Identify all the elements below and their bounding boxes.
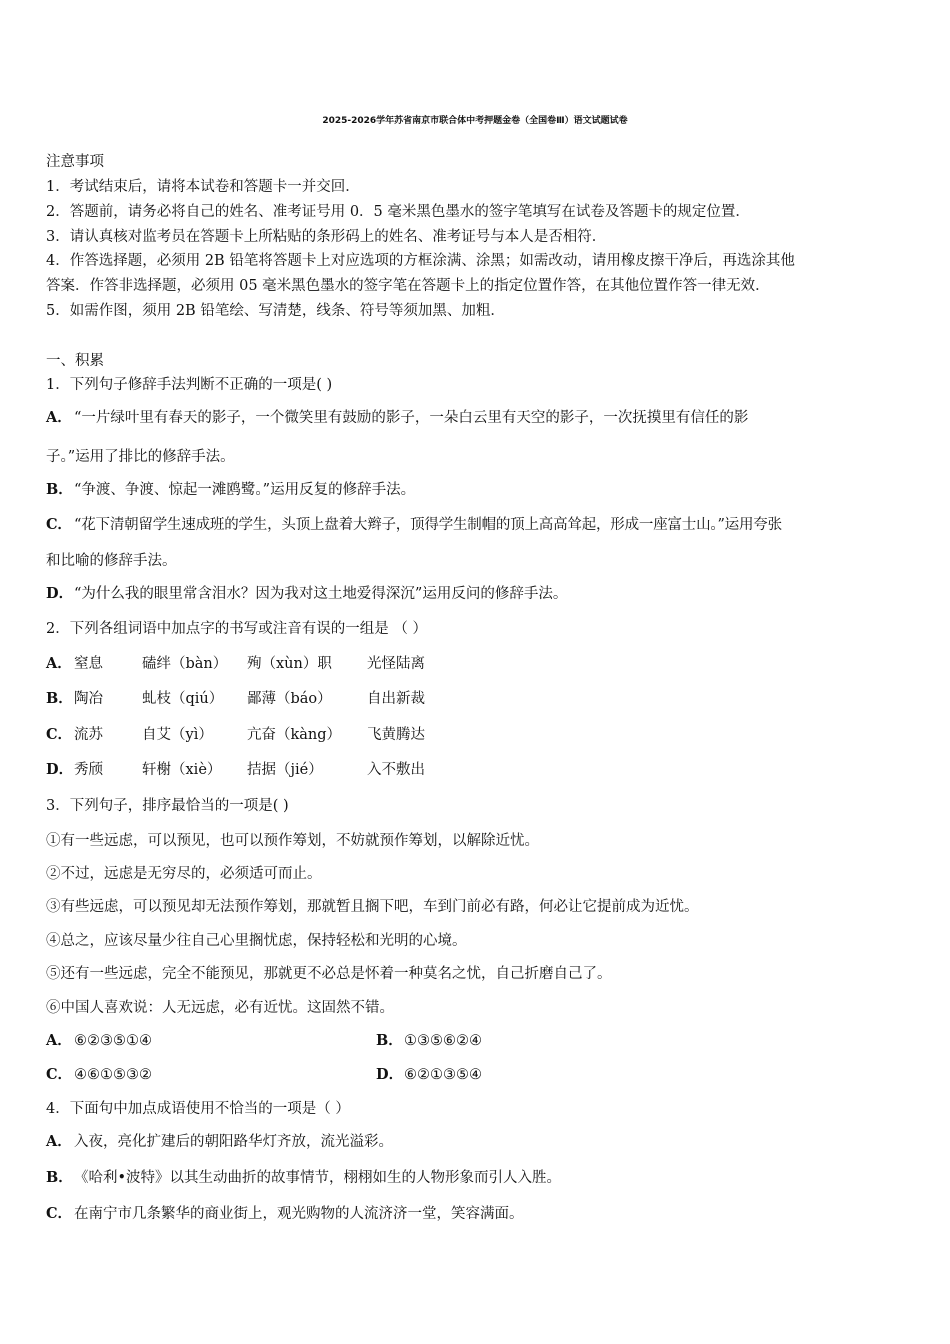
q2-option-b: [46, 689, 425, 709]
q3-a-label: A．: [46, 1032, 72, 1049]
notice-item-2: 2．答题前，请务必将自己的姓名、准考证号用 0．5 毫米黑色墨水的签字笔填写在试卷及答题卡的规定位置．: [46, 204, 750, 220]
q1-option-d: [46, 584, 567, 604]
page-title: 2025-2026学年苏省南京市联合体中考押题金卷（全国卷Ⅲ）语文试题试卷: [322, 116, 628, 126]
q2-c-word3: 亢奋（kàng）: [247, 727, 342, 743]
q1-a-text: “一片绿叶里有春天的影子，一个微笑里有鼓励的影子，一朵白云里有天空的影子，一次抚摸里有信任的影: [74, 410, 749, 426]
q2-a-word1: 窒息: [74, 656, 103, 672]
q3-c-label: C．: [46, 1066, 73, 1083]
q3-b-label: B．: [376, 1032, 403, 1049]
q4-c-label: C．: [46, 1205, 73, 1222]
q2-option-c: [46, 725, 425, 745]
q3-sentence-5: ⑤还有一些远虑，完全不能预见，那就更不必总是怀着一种莫名之忧，自己折磨自己了。: [46, 966, 612, 982]
q1-d-text: “为什么我的眼里常含泪水？因为我对这土地爱得深沉”运用反问的修辞手法。: [74, 586, 568, 602]
q2-option-a: [46, 654, 425, 674]
q3-d-label: D．: [376, 1066, 404, 1083]
q1-a-text-cont: 子。”运用了排比的修辞手法。: [46, 449, 235, 465]
q3-sentence-4: ④总之，应该尽量少往自己心里搁忧虑，保持轻松和光明的心境。: [46, 933, 467, 949]
q3-sentence-2: ②不过，远虑是无穷尽的，必须适可而止。: [46, 866, 322, 882]
q4-a-label: A．: [46, 1133, 72, 1150]
q4-b-text: 《哈利•波特》以其生动曲折的故事情节，栩栩如生的人物形象而引人入胜。: [74, 1170, 562, 1186]
notice-item-3: 3．请认真核对监考员在答题卡上所粘贴的条形码上的姓名、准考证号与本人是否相符．: [46, 229, 607, 245]
q2-d-word3: 拮据（jié）: [247, 762, 323, 778]
q1-option-a: [46, 408, 748, 428]
q3-options-row-1: [46, 1031, 482, 1051]
q2-c-label: C．: [46, 726, 73, 743]
q4-b-label: B．: [46, 1169, 73, 1186]
q2-a-label: A．: [46, 655, 72, 672]
notice-heading: 注意事项: [46, 154, 104, 170]
q2-d-word1: 秀颀: [74, 762, 103, 778]
q3-stem: 3．下列句子，排序最恰当的一项是( ): [46, 798, 289, 814]
q1-a-label: A．: [46, 409, 72, 426]
q3-option-b: [376, 1031, 482, 1051]
q2-b-word3: 鄙薄（báo）: [247, 691, 332, 707]
q3-sentence-1: ①有一些远虑，可以预见，也可以预作筹划，不妨就预作筹划，以解除近忧。: [46, 833, 539, 849]
q4-stem: 4．下面句中加点成语使用不恰当的一项是（ ）: [46, 1101, 350, 1117]
q1-b-text: “争渡、争渡、惊起一滩鸥鹭。”运用反复的修辞手法。: [74, 482, 416, 498]
q4-a-text: 入夜，亮化扩建后的朝阳路华灯齐放，流光溢彩。: [74, 1134, 393, 1150]
q3-sentence-6: ⑥中国人喜欢说：人无远虑，必有近忧。这固然不错。: [46, 1000, 394, 1016]
q1-b-label: B．: [46, 481, 73, 498]
q2-b-word2: 虬枝（qiú）: [142, 691, 224, 707]
q1-option-c: [46, 515, 782, 535]
q2-a-word4: 光怪陆离: [367, 656, 425, 672]
q2-option-d: [46, 760, 425, 780]
q3-options-row-2: [46, 1065, 482, 1085]
q2-c-word1: 流苏: [74, 727, 103, 743]
q4-c-text: 在南宁市几条繁华的商业街上，观光购物的人流济济一堂，笑容满面。: [74, 1206, 524, 1222]
q2-d-word2: 轩榭（xiè）: [142, 762, 222, 778]
q1-c-label: C．: [46, 516, 72, 533]
notice-item-4-cont: 答案．作答非选择题，必须用 05 毫米黑色墨水的签字笔在答题卡上的指定位置作答，在其他位置作答一律无效．: [46, 278, 770, 294]
q1-c-text-cont: 和比喻的修辞手法。: [46, 553, 177, 569]
q4-option-c: [46, 1204, 524, 1224]
q2-a-word3: 殉（xùn）职: [247, 656, 332, 672]
q3-option-d: [376, 1065, 482, 1085]
q1-c-text: “花下清朝留学生速成班的学生，头顶上盘着大辫子，顶得学生制帽的顶上高高耸起，形成一座富士山。”运用夸张: [74, 517, 782, 533]
q3-sentence-3: ③有些远虑，可以预见却无法预作筹划，那就暂且搁下吧，车到门前必有路，何必让它提前成为近忧。: [46, 899, 699, 915]
q2-a-word2: 磕绊（bàn）: [142, 656, 228, 672]
q1-stem: 1．下列句子修辞手法判断不正确的一项是( ): [46, 377, 333, 393]
q3-option-c: [46, 1065, 376, 1085]
q3-c-text: ④⑥①⑤③②: [74, 1067, 152, 1083]
q2-b-label: B．: [46, 690, 73, 707]
q3-option-a: [46, 1031, 376, 1051]
section-heading: 一、积累: [46, 353, 104, 369]
notice-item-5: 5．如需作图，须用 2B 铅笔绘、写清楚，线条、符号等须加黑、加粗．: [46, 303, 505, 319]
q2-c-word4: 飞黄腾达: [367, 727, 425, 743]
q1-option-b: [46, 480, 415, 500]
q4-option-a: [46, 1132, 393, 1152]
q2-c-word2: 自艾（yì）: [142, 727, 213, 743]
q2-d-word4: 入不敷出: [367, 762, 425, 778]
q4-option-b: [46, 1168, 561, 1188]
q2-b-word4: 自出新裁: [367, 691, 425, 707]
notice-item-4: 4．作答选择题，必须用 2B 铅笔将答题卡上对应选项的方框涂满、涂黑；如需改动，请用橡皮擦干净后，再选涂其他: [46, 253, 795, 269]
q1-d-label: D．: [46, 585, 74, 602]
q3-d-text: ⑥②①③⑤④: [404, 1067, 482, 1083]
q2-d-label: D．: [46, 761, 74, 778]
q2-b-word1: 陶冶: [74, 691, 103, 707]
q3-a-text: ⑥②③⑤①④: [74, 1033, 152, 1049]
notice-item-1: 1．考试结束后，请将本试卷和答题卡一并交回．: [46, 179, 360, 195]
q2-stem: 2．下列各组词语中加点字的书写或注音有误的一组是 （ ）: [46, 621, 427, 637]
q3-b-text: ①③⑤⑥②④: [404, 1033, 482, 1049]
